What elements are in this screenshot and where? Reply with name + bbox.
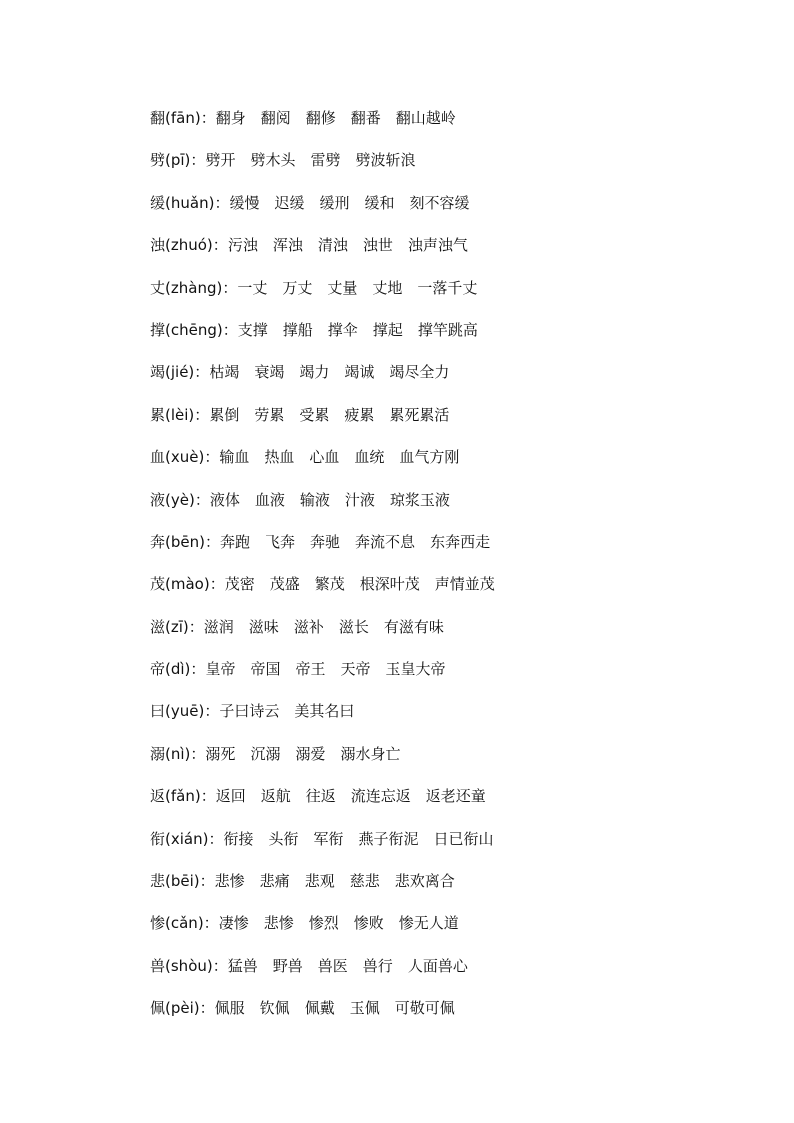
- entry-pinyin: (shòu): [165, 956, 213, 975]
- vocabulary-entry: [150, 784, 750, 826]
- entry-word: 悲痛: [259, 872, 290, 891]
- entry-word: 天帝: [340, 660, 371, 679]
- entry-word: 猛兽: [227, 956, 258, 975]
- entry-word: 飞奔: [265, 532, 296, 551]
- entry-word: 悲观: [304, 872, 335, 891]
- entry-word: 佩戴: [304, 999, 335, 1018]
- entry-word: 心血: [309, 448, 340, 467]
- vocabulary-entry: [150, 106, 750, 148]
- entry-word: 竭尽全力: [389, 363, 450, 382]
- vocabulary-entry: [150, 996, 750, 1038]
- entry-pinyin: (cǎn): [165, 914, 204, 933]
- entry-word: 返航: [260, 787, 291, 806]
- entry-character: 撑: [150, 320, 166, 339]
- entry-word: 悲惨: [263, 914, 294, 933]
- entry-word: 子曰诗云: [219, 702, 280, 721]
- vocabulary-entry: [150, 403, 750, 445]
- entry-word: 撑伞: [327, 320, 358, 339]
- vocabulary-entry: [150, 318, 750, 360]
- entry-word: 惨败: [353, 914, 384, 933]
- entry-word: 翻阅: [260, 109, 291, 127]
- vocabulary-entry: [150, 827, 750, 869]
- entry-pinyin: (zhuó): [165, 236, 213, 255]
- entry-character: 浊: [150, 236, 166, 255]
- entry-word: 惨无人道: [398, 914, 459, 933]
- entry-word: 累死累活: [389, 405, 450, 424]
- entry-word: 玉皇大帝: [385, 660, 446, 679]
- entry-word: 沉溺: [250, 744, 281, 763]
- entry-separator: ：: [212, 236, 228, 255]
- entry-character: 帝: [150, 660, 166, 679]
- entry-word: 浊声浊气: [407, 236, 468, 255]
- vocabulary-entry: [150, 148, 750, 190]
- entry-pinyin: (xián): [165, 829, 209, 848]
- entry-word: 疲累: [344, 405, 375, 424]
- entry-word: 返回: [215, 787, 246, 806]
- entry-character: 滋: [150, 617, 166, 636]
- entry-character: 衔: [150, 829, 166, 848]
- entry-character: 竭: [150, 363, 166, 382]
- entry-word: 野兽: [272, 956, 303, 975]
- entry-word: 有滋有味: [383, 617, 444, 636]
- entry-pinyin: (fān): [165, 109, 201, 127]
- entry-word: 凄惨: [218, 914, 249, 933]
- entry-word: 翻身: [215, 109, 246, 127]
- entry-word: 滋补: [293, 617, 324, 636]
- entry-pinyin: (pī): [165, 151, 191, 170]
- entry-word: 劈波斩浪: [355, 151, 416, 170]
- vocabulary-entry: [150, 869, 750, 911]
- entry-word: 汁液: [344, 490, 375, 509]
- vocabulary-entry: [150, 488, 750, 530]
- entry-word: 溺水身亡: [340, 744, 401, 763]
- entry-pinyin: (bēn): [165, 532, 205, 551]
- entry-word: 根深叶茂: [359, 575, 420, 594]
- entry-pinyin: (bēi): [165, 872, 200, 891]
- entry-word: 撑竿跳高: [417, 320, 478, 339]
- entry-character: 奔: [150, 532, 166, 551]
- entry-separator: ：: [222, 320, 238, 339]
- vocabulary-entry: [150, 572, 750, 614]
- entry-pinyin: (jié): [165, 363, 195, 382]
- entry-word: 东奔西走: [430, 532, 491, 551]
- entry-word: 可敬可佩: [394, 999, 455, 1018]
- entry-word: 帝王: [295, 660, 326, 679]
- entry-word: 刻不容缓: [409, 193, 470, 212]
- entry-word: 劈开: [205, 151, 236, 170]
- entry-word: 热血: [264, 448, 295, 467]
- entry-word: 浑浊: [272, 236, 303, 255]
- vocabulary-entry: [150, 445, 750, 487]
- entry-pinyin: (zī): [165, 617, 189, 636]
- entry-separator: ：: [190, 151, 206, 170]
- entry-pinyin: (mào): [165, 575, 210, 594]
- entry-word: 衔接: [223, 829, 254, 848]
- entry-word: 翻山越岭: [395, 109, 456, 127]
- entry-word: 奔驰: [310, 532, 341, 551]
- entry-character: 翻: [150, 109, 166, 127]
- vocabulary-entry: [150, 191, 750, 233]
- entry-word: 滋长: [338, 617, 369, 636]
- entry-separator: ：: [204, 448, 220, 467]
- vocabulary-entry: [150, 699, 750, 741]
- entry-word: 返老还童: [425, 787, 486, 806]
- entry-word: 钦佩: [259, 999, 290, 1018]
- entry-separator: ：: [200, 109, 216, 127]
- entry-word: 缓刑: [319, 193, 350, 212]
- entry-separator: ：: [190, 744, 206, 763]
- entry-word: 兽行: [362, 956, 393, 975]
- entry-separator: ：: [208, 829, 224, 848]
- entry-pinyin: (pèi): [165, 999, 200, 1018]
- entry-word: 帝国: [250, 660, 281, 679]
- entry-word: 缓慢: [229, 193, 260, 212]
- entry-word: 枯竭: [209, 363, 240, 382]
- vocabulary-entry: [150, 911, 750, 953]
- entry-character: 丈: [150, 278, 166, 297]
- entry-word: 劈木头: [250, 151, 296, 170]
- entry-pinyin: (lèi): [165, 405, 195, 424]
- vocabulary-entry: [150, 657, 750, 699]
- entry-word: 滋味: [248, 617, 279, 636]
- entry-word: 溺死: [205, 744, 236, 763]
- entry-word: 输液: [299, 490, 330, 509]
- entry-word: 竭力: [299, 363, 330, 382]
- entry-word: 军衔: [313, 829, 344, 848]
- entry-character: 佩: [150, 999, 166, 1018]
- entry-word: 繁茂: [314, 575, 345, 594]
- entry-word: 衰竭: [254, 363, 285, 382]
- entry-word: 头衔: [268, 829, 299, 848]
- entry-separator: ：: [194, 490, 210, 509]
- vocabulary-entry: [150, 615, 750, 657]
- entry-word: 人面兽心: [407, 956, 468, 975]
- entry-pinyin: (yè): [165, 490, 195, 509]
- entry-word: 缓和: [364, 193, 395, 212]
- entry-word: 往返: [305, 787, 336, 806]
- entry-word: 污浊: [227, 236, 258, 255]
- entry-pinyin: (yuē): [165, 702, 205, 721]
- entry-word: 丈地: [372, 278, 403, 297]
- entry-pinyin: (dì): [165, 660, 191, 679]
- entry-character: 溺: [150, 744, 166, 763]
- entry-separator: ：: [214, 193, 230, 212]
- entry-word: 累倒: [209, 405, 240, 424]
- entry-word: 竭诚: [344, 363, 375, 382]
- entry-word: 丈量: [327, 278, 358, 297]
- entry-word: 血液: [254, 490, 285, 509]
- entry-word: 液体: [209, 490, 240, 509]
- entry-word: 皇帝: [205, 660, 236, 679]
- entry-word: 一落千丈: [417, 278, 478, 297]
- entry-word: 茂盛: [269, 575, 300, 594]
- entry-word: 一丈: [237, 278, 268, 297]
- entry-word: 美其名曰: [294, 702, 355, 721]
- entry-character: 悲: [150, 872, 166, 891]
- entry-separator: ：: [200, 787, 216, 806]
- entry-word: 翻修: [305, 109, 336, 127]
- entry-word: 劳累: [254, 405, 285, 424]
- entry-separator: ：: [194, 405, 210, 424]
- entry-word: 流连忘返: [350, 787, 411, 806]
- entry-word: 撑起: [372, 320, 403, 339]
- entry-character: 累: [150, 405, 166, 424]
- entry-word: 受累: [299, 405, 330, 424]
- entry-character: 血: [150, 448, 166, 467]
- entry-separator: ：: [222, 278, 238, 297]
- entry-character: 兽: [150, 956, 166, 975]
- entry-word: 雷劈: [310, 151, 341, 170]
- vocabulary-entry: [150, 742, 750, 784]
- entry-word: 悲惨: [214, 872, 245, 891]
- entry-word: 兽医: [317, 956, 348, 975]
- entry-pinyin: (nì): [165, 744, 191, 763]
- entry-word: 滋润: [203, 617, 234, 636]
- entry-separator: ：: [190, 660, 206, 679]
- entry-character: 惨: [150, 914, 166, 933]
- vocabulary-entry: [150, 530, 750, 572]
- entry-character: 劈: [150, 151, 166, 170]
- entry-separator: ：: [194, 363, 210, 382]
- entry-character: 返: [150, 787, 166, 806]
- entry-word: 茂密: [224, 575, 255, 594]
- entry-word: 玉佩: [349, 999, 380, 1018]
- entry-pinyin: (zhàng): [165, 278, 223, 297]
- entry-separator: ：: [203, 914, 219, 933]
- entry-separator: ：: [199, 999, 215, 1018]
- entry-word: 声情並茂: [434, 575, 495, 594]
- entry-word: 日已衔山: [433, 829, 494, 848]
- entry-word: 支撑: [237, 320, 268, 339]
- entry-word: 输血: [219, 448, 250, 467]
- entry-character: 曰: [150, 702, 166, 721]
- entry-separator: ：: [212, 956, 228, 975]
- entry-word: 浊世: [362, 236, 393, 255]
- entry-word: 悲欢离合: [394, 872, 455, 891]
- entry-word: 清浊: [317, 236, 348, 255]
- entry-pinyin: (xuè): [165, 448, 205, 467]
- entry-word: 奔流不息: [355, 532, 416, 551]
- entry-word: 血统: [354, 448, 385, 467]
- entry-word: 燕子衔泥: [358, 829, 419, 848]
- entry-word: 佩服: [214, 999, 245, 1018]
- entry-word: 撑船: [282, 320, 313, 339]
- entry-pinyin: (huǎn): [165, 193, 215, 212]
- vocabulary-list: [150, 106, 750, 1039]
- entry-separator: ：: [209, 575, 225, 594]
- entry-separator: ：: [204, 702, 220, 721]
- entry-character: 茂: [150, 575, 166, 594]
- entry-word: 慈悲: [349, 872, 380, 891]
- entry-word: 惨烈: [308, 914, 339, 933]
- entry-character: 液: [150, 490, 166, 509]
- entry-pinyin: (fǎn): [165, 787, 201, 806]
- entry-word: 万丈: [282, 278, 313, 297]
- vocabulary-entry: [150, 233, 750, 275]
- entry-word: 血气方刚: [399, 448, 460, 467]
- entry-word: 翻番: [350, 109, 381, 127]
- entry-word: 奔跑: [220, 532, 251, 551]
- entry-separator: ：: [199, 872, 215, 891]
- entry-word: 琼浆玉液: [389, 490, 450, 509]
- vocabulary-entry: [150, 954, 750, 996]
- entry-separator: ：: [204, 532, 220, 551]
- vocabulary-entry: [150, 276, 750, 318]
- entry-word: 迟缓: [274, 193, 305, 212]
- entry-character: 缓: [150, 193, 166, 212]
- entry-word: 溺爱: [295, 744, 326, 763]
- entry-pinyin: (chēng): [165, 320, 223, 339]
- entry-separator: ：: [188, 617, 204, 636]
- vocabulary-entry: [150, 360, 750, 402]
